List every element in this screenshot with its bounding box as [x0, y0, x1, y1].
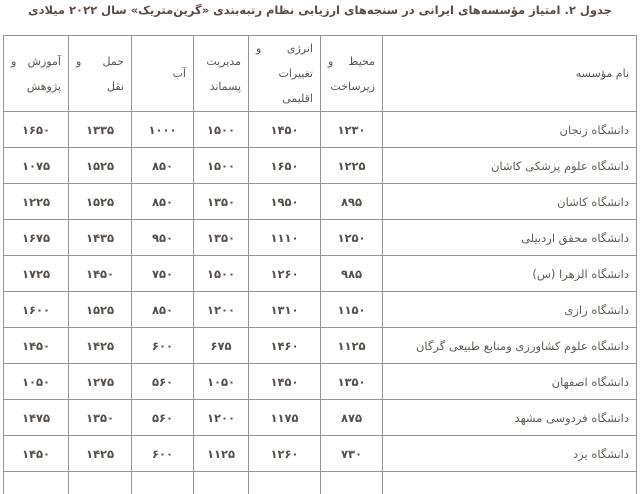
greenmetric-score-table: [3, 35, 637, 494]
score-cell: ۱۲۶۰: [249, 436, 321, 472]
score-cell: ۱۳۵۰: [321, 364, 383, 400]
score-cell: ۱۵۰۰: [194, 256, 249, 292]
score-cell: ۱۲۷۵: [69, 364, 132, 400]
score-cell: ۱۵۲۵: [69, 148, 132, 184]
score-cell: ۹۵۰: [132, 220, 194, 256]
institution-name-cell: دانشگاه علوم پزشکی کاشان: [383, 148, 637, 184]
empty-cell: [194, 472, 249, 494]
score-cell: ۱۵۰۰: [194, 148, 249, 184]
score-cell: ۱۲۰۰: [194, 292, 249, 328]
column-header-environment-infrastructure: محیط و زیرساخت: [321, 36, 383, 112]
score-cell: ۶۷۵: [194, 328, 249, 364]
column-header-water: آب: [132, 36, 194, 112]
score-cell: ۶۰۰: [132, 436, 194, 472]
table-row: [4, 112, 637, 148]
table-row: [4, 364, 637, 400]
institution-name-cell: دانشگاه محقق اردبیلی: [383, 220, 637, 256]
column-header-waste-management: مدیریت پسماند: [194, 36, 249, 112]
institution-name-cell: دانشگاه یزد: [383, 436, 637, 472]
score-cell: ۱۰۰۰: [132, 112, 194, 148]
score-cell: ۱۳۵۰: [194, 220, 249, 256]
score-cell: ۱۱۵۰: [321, 292, 383, 328]
score-cell: ۸۷۵: [321, 400, 383, 436]
empty-cell: [132, 472, 194, 494]
score-cell: ۱۵۰۰: [194, 112, 249, 148]
table-row: [4, 184, 637, 220]
score-cell: ۸۵۰: [132, 184, 194, 220]
column-header-energy-climate-change: انرژی و تغییرات اقلیمی: [249, 36, 321, 112]
institution-name-cell: دانشگاه اصفهان: [383, 364, 637, 400]
column-header-transportation: حمل و نقل: [69, 36, 132, 112]
empty-cell: [321, 472, 383, 494]
table-row: [4, 400, 637, 436]
score-cell: ۱۱۷۵: [249, 400, 321, 436]
institution-name-cell: دانشگاه کاشان: [383, 184, 637, 220]
column-header-institution-name: نام مؤسسه: [383, 36, 637, 112]
empty-cell: [4, 472, 69, 494]
institution-name-cell: دانشگاه علوم کشاورزی ومنابع طبیعی گرگان: [383, 328, 637, 364]
table-row-cropped: [4, 472, 637, 494]
institution-name-cell: دانشگاه رازی: [383, 292, 637, 328]
score-cell: ۱۵۲۵: [69, 292, 132, 328]
score-cell: ۸۵۰: [132, 292, 194, 328]
score-cell: ۷۵۰: [132, 256, 194, 292]
score-cell: ۱۰۵۰: [194, 364, 249, 400]
score-cell: ۱۲۵۰: [321, 220, 383, 256]
score-cell: ۱۲۳۰: [321, 112, 383, 148]
score-cell: ۱۴۵۰: [4, 436, 69, 472]
score-cell: ۱۱۱۰: [249, 220, 321, 256]
institution-name-cell: دانشگاه زنجان: [383, 112, 637, 148]
header-row: [4, 36, 637, 112]
score-cell: ۱۰۵۰: [4, 364, 69, 400]
score-cell: ۱۱۲۵: [321, 328, 383, 364]
table-row: [4, 220, 637, 256]
score-cell: ۱۶۷۵: [4, 220, 69, 256]
table-row: [4, 328, 637, 364]
table-row: [4, 292, 637, 328]
score-cell: ۱۷۲۵: [4, 256, 69, 292]
score-cell: ۱۳۱۰: [249, 292, 321, 328]
institution-name-cell: دانشگاه الزهرا (س): [383, 256, 637, 292]
score-cell: ۱۴۲۵: [69, 436, 132, 472]
score-cell: ۶۰۰: [132, 328, 194, 364]
score-cell: ۱۴۵۰: [69, 256, 132, 292]
table-row: [4, 148, 637, 184]
empty-cell: [383, 472, 637, 494]
score-cell: ۱۳۵۰: [194, 184, 249, 220]
table-row: [4, 256, 637, 292]
score-cell: ۱۰۷۵: [4, 148, 69, 184]
score-cell: ۱۲۰۰: [194, 400, 249, 436]
score-cell: ۱۴۳۵: [69, 220, 132, 256]
table-header: [4, 36, 637, 112]
score-cell: ۵۶۰: [132, 364, 194, 400]
score-cell: ۱۴۶۰: [249, 328, 321, 364]
score-cell: ۱۹۵۰: [249, 184, 321, 220]
table-container: [3, 35, 636, 494]
score-cell: ۱۳۵۰: [69, 400, 132, 436]
score-cell: ۱۵۲۵: [69, 184, 132, 220]
score-cell: ۱۶۵۰: [4, 112, 69, 148]
score-cell: ۱۴۵۰: [249, 112, 321, 148]
table-row: [4, 436, 637, 472]
empty-cell: [69, 472, 132, 494]
score-cell: ۱۱۲۵: [194, 436, 249, 472]
score-cell: ۱۴۵۰: [4, 328, 69, 364]
score-cell: ۷۳۰: [321, 436, 383, 472]
empty-cell: [249, 472, 321, 494]
score-cell: ۱۲۲۵: [321, 148, 383, 184]
score-cell: ۱۴۵۰: [249, 364, 321, 400]
score-cell: ۱۳۳۵: [69, 112, 132, 148]
table-caption: جدول ۲. امتیاز مؤسسه‌های ایرانی در سنجه‌های ارزیابی نظام رتبه‌بندی «گرین‌متریک» سال ۲۰۲۲ میلادی: [28, 3, 612, 17]
score-cell: ۱۲۲۵: [4, 184, 69, 220]
score-cell: ۱۶۰۰: [4, 292, 69, 328]
score-cell: ۸۹۵: [321, 184, 383, 220]
institution-name-cell: دانشگاه فردوسی مشهد: [383, 400, 637, 436]
score-cell: ۸۵۰: [132, 148, 194, 184]
column-header-education-research: آموزش و پژوهش: [4, 36, 69, 112]
score-cell: ۱۶۵۰: [249, 148, 321, 184]
table-body: [4, 112, 637, 494]
score-cell: ۱۴۷۵: [4, 400, 69, 436]
score-cell: ۹۸۵: [321, 256, 383, 292]
score-cell: ۵۶۰: [132, 400, 194, 436]
score-cell: ۱۲۶۰: [249, 256, 321, 292]
score-cell: ۱۴۲۵: [69, 328, 132, 364]
